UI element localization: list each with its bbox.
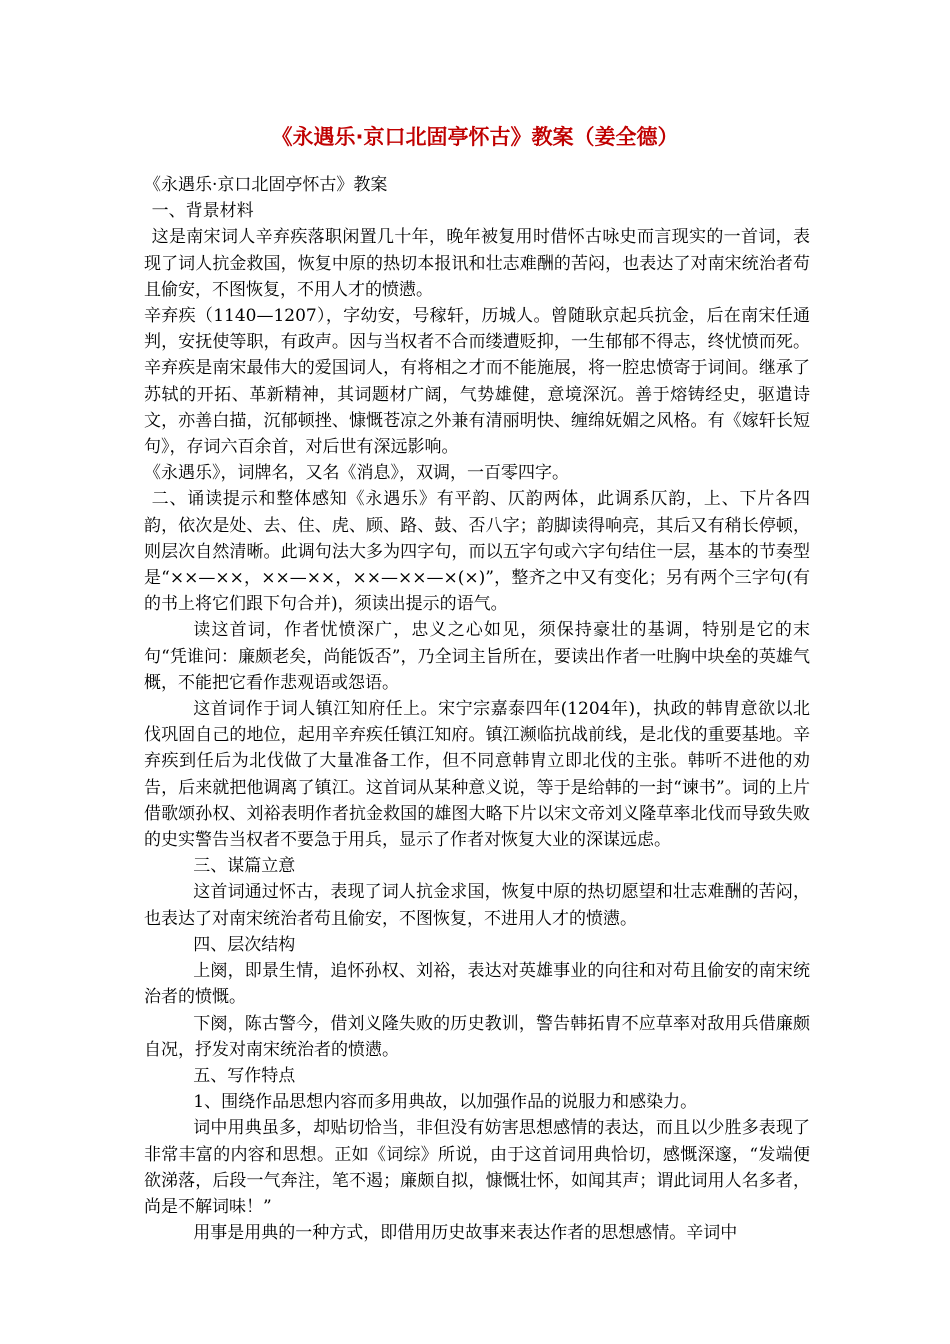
paragraph-section-features: 五、写作特点	[193, 1065, 296, 1086]
paragraph-author-bio: 辛弃疾（1140—1207），字幼安，号稼轩，历城人。曾随耿京起兵抗金，后在南宋任通判，安抚使等职，有政声。因与当权者不合而缕遭贬抑，一生郁郁不得志，终忧愤而死。辛弃疾是南宋最伟大的爱国词人，有将相之才而不能施展，将一腔忠愤寄于词间。继承了苏轼的开拓、革新精神，其词题材广阔，气势雄健，意境深沉。善于熔铸经史，驱遣诗文，亦善白描，沉郁顿挫、慷慨苍凉之外兼有清丽明快、缠绵妩媚之风格。有《嫁轩长短句》，存词六百余首，对后世有深远影响。	[144, 306, 810, 458]
paragraph-theme: 这首词通过怀古，表现了词人抗金求国，恢复中原的热切愿望和壮志难酬的苦闷，也表达了对南宋统治者苟且偷安，不图恢复，不进用人才的愤懑。	[144, 882, 810, 929]
paragraph-first-stanza: 上阕，即景生情，追怀孙权、刘裕，表达对英雄事业的向往和对苟且偷安的南宋统治者的愤慨。	[144, 961, 810, 1008]
paragraph-historical-context: 这首词作于词人镇江知府任上。宋宁宗嘉泰四年(1204年)，执政的韩胄意欲以北伐巩固自己的地位，起用辛弃疾任镇江知府。镇江濒临抗战前线，是北伐的重要基地。辛弃疾到任后为北伐做了大量准备工作，但不同意韩胄立即北伐的主张。韩听不进他的劝告，后来就把他调离了镇江。这首词从某种意义说，等于是给韩的一封“谏书”。词的上片借歌颂孙权、刘裕表明作者抗金救国的雄图大略下片以宋文帝刘义隆草率北伐而导致失败的史实警告当权者不要急于用兵，显示了作者对恢复大业的深谋远虑。	[144, 699, 810, 851]
paragraph-reading-tips: 二、诵读提示和整体感知《永遇乐》有平韵、仄韵两体，此调系仄韵，上、下片各四韵，依次是处、去、住、虎、顾、路、鼓、否八字；韵脚读得响亮，其后又有稍长停顿，则层次自然清晰。此调句法大多为四字句，而以五字句或六字句结住一层，基本的节奏型是“××—××，××—××，××—××—×(×)”，整齐之中又有变化；另有两个三字句(有的书上将它们跟下句合并)，须读出提示的语气。	[144, 489, 810, 615]
paragraph-section-background: 一、背景材料	[151, 201, 254, 222]
paragraph-background-intro: 这是南宋词人辛弃疾落职闲置几十年，晚年被复用时借怀古咏史而言现实的一首词，表现了词人抗金救国，恢复中原的热切本报讯和壮志难酬的苦闷，也表达了对南宋统治者苟且偷安，不图恢复，不用人才的愤懑。	[144, 227, 810, 300]
document-title: 《永遇乐·京口北固亭怀古》教案（姜全德）	[271, 125, 679, 149]
paragraph-section-theme: 三、谋篇立意	[193, 856, 296, 877]
paragraph-reading-tone: 读这首词，作者忧愤深广，忠义之心如见，须保持豪壮的基调，特别是它的末句“凭谁问：廉颇老矣，尚能饭否”，乃全词主旨所在，要读出作者一吐胸中块垒的英雄气概，不能把它看作悲观语或怨语。	[144, 620, 810, 693]
paragraph-second-stanza: 下阕，陈古警今，借刘义隆失败的历史教训，警告韩拓胄不应草率对敌用兵借廉颇自况，抒发对南宋统治者的愤懑。	[144, 1013, 810, 1060]
paragraph-use-of-history: 用事是用典的一种方式，即借用历史故事来表达作者的思想感情。辛词中	[193, 1223, 738, 1244]
paragraph-cipai: 《永遇乐》，词牌名，又名《消息》，双调，一百零四字。	[144, 463, 569, 484]
paragraph-section-structure: 四、层次结构	[193, 934, 296, 955]
paragraph-doc-heading: 《永遇乐·京口北固亭怀古》教案	[144, 175, 388, 195]
paragraph-allusions: 词中用典虽多，却贴切恰当，非但没有妨害思想感情的表达，而且以少胜多表现了非常丰富的内容和思想。正如《词综》所说，由于这首词用典恰切，感慨深邃，“发端便欲涕落，后段一气奔注，笔不遏；廉颇自拟，慷慨壮怀，如闻其声；谓此词用人名多者，尚是不解词味！”	[144, 1118, 810, 1217]
document-body	[144, 172, 810, 1246]
paragraph-feature-1: 1、围绕作品思想内容而多用典故，以加强作品的说服力和感染力。	[193, 1092, 698, 1113]
